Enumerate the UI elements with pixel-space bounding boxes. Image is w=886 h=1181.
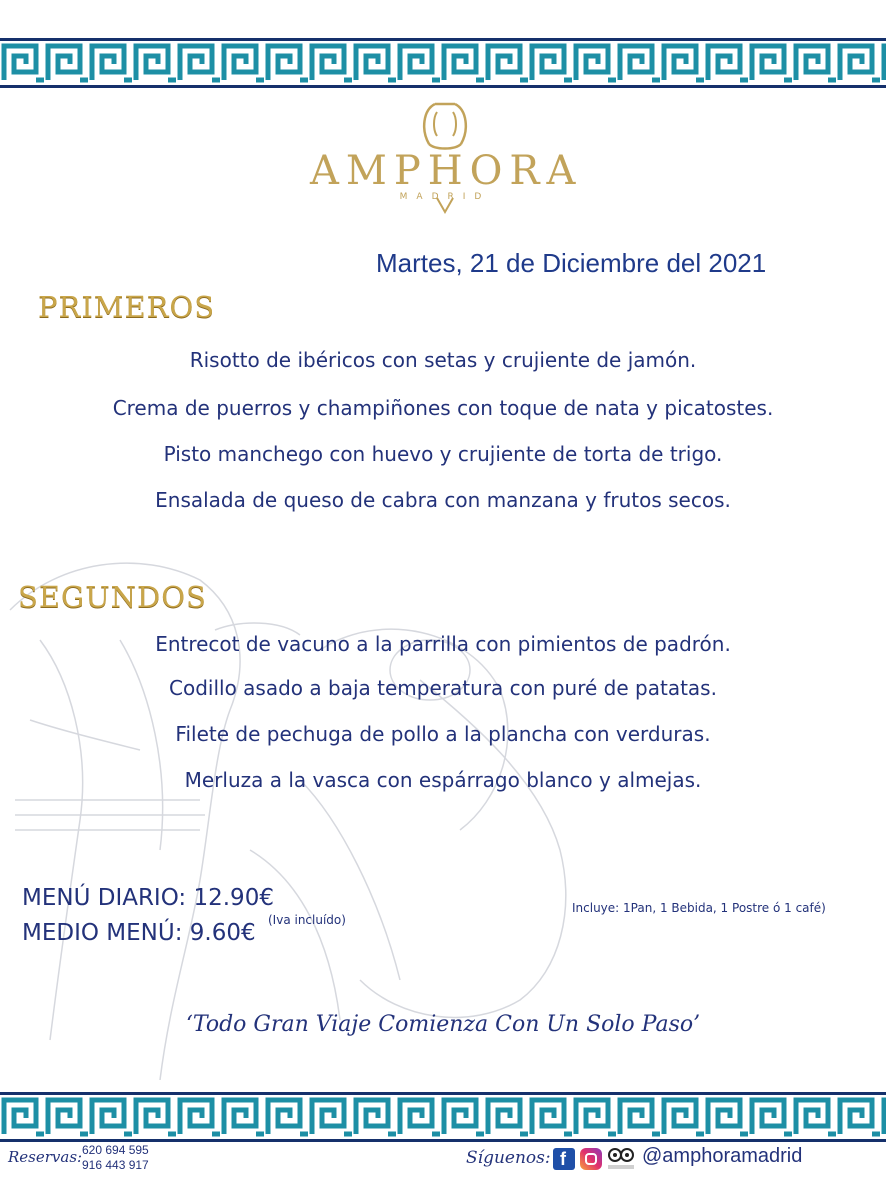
reservations-label: Reservas: — [8, 1148, 83, 1166]
price-half-menu: MEDIO MENÚ: 9.60€ — [22, 920, 256, 946]
logo-wordmark: AMPHORA — [310, 148, 583, 194]
social-handle[interactable]: @amphoramadrid — [642, 1145, 803, 1167]
dish-item: Filete de pechuga de pollo a la plancha con verduras. — [175, 722, 711, 746]
menu-includes-note: Incluye: 1Pan, 1 Bebida, 1 Postre ó 1 café) — [572, 901, 826, 915]
section-title-primeros: PRIMEROS — [38, 290, 216, 324]
iva-note: (Iva incluído) — [268, 913, 346, 927]
price-daily-menu: MENÚ DIARIO: 12.90€ — [22, 885, 274, 911]
facebook-icon[interactable]: f — [553, 1148, 575, 1170]
dish-item: Risotto de ibéricos con setas y crujiente de jamón. — [189, 348, 697, 372]
dish-item: Crema de puerros y champiñones con toque de nata y picatostes. — [112, 396, 774, 420]
dish-item: Pisto manchego con huevo y crujiente de torta de trigo. — [163, 442, 723, 466]
phone-number[interactable]: 916 443 917 — [82, 1158, 149, 1172]
dish-item: Entrecot de vacuno a la parrilla con pimientos de padrón. — [155, 632, 731, 656]
dish-item: Codillo asado a baja temperatura con puré de patatas. — [169, 676, 717, 700]
greek-key-border-top — [0, 38, 886, 88]
section-title-segundos: SEGUNDOS — [18, 580, 207, 614]
logo-city: MADRID — [399, 192, 491, 202]
follow-label: Síguenos: — [466, 1148, 551, 1168]
vase-foot-icon — [435, 196, 455, 214]
motto-quote: ‘Todo Gran Viaje Comienza Con Un Solo Paso’ — [185, 1012, 701, 1037]
greek-key-border-bottom — [0, 1092, 886, 1142]
phone-number[interactable]: 620 694 595 — [82, 1143, 149, 1157]
amphora-logo — [310, 100, 583, 220]
instagram-icon[interactable] — [580, 1148, 602, 1170]
dish-item: Ensalada de queso de cabra con manzana y frutos secos. — [155, 488, 731, 512]
tripadvisor-icon[interactable] — [606, 1146, 636, 1172]
dish-item: Merluza a la vasca con espárrago blanco y almejas. — [184, 768, 702, 792]
menu-date: Martes, 21 de Diciembre del 2021 — [376, 248, 767, 278]
